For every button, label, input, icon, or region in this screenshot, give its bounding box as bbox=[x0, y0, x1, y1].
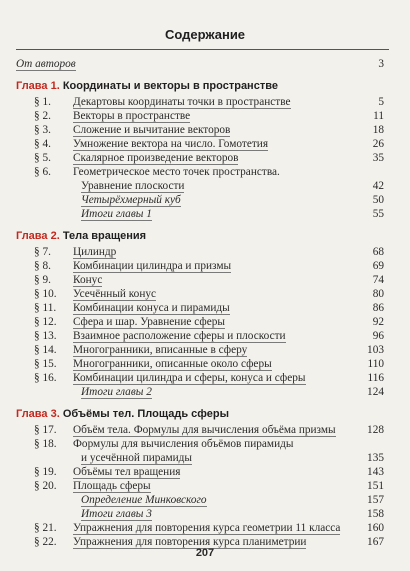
toc-entry-page: 103 bbox=[367, 344, 384, 356]
section-number: § 7. bbox=[34, 246, 51, 258]
toc-entry-label: От авторов bbox=[16, 58, 76, 70]
toc-entry[interactable] bbox=[0, 330, 410, 343]
toc-entry[interactable] bbox=[0, 372, 410, 385]
title-divider bbox=[16, 49, 389, 50]
toc-entry-page: 18 bbox=[372, 124, 384, 136]
toc-entry-label: Комбинации конуса и пирамиды bbox=[73, 302, 230, 314]
toc-entry-intro[interactable] bbox=[0, 58, 410, 71]
toc-entry-page: 135 bbox=[367, 452, 384, 464]
toc-entry-label: Многогранники, вписанные в сферу bbox=[73, 344, 248, 356]
toc-entry[interactable] bbox=[0, 194, 410, 207]
toc-entry-label: Векторы в пространстве bbox=[73, 110, 191, 122]
toc-entry[interactable] bbox=[0, 508, 410, 521]
chapter-heading-1[interactable] bbox=[16, 80, 278, 93]
page-title: Содержание bbox=[164, 27, 246, 42]
toc-entry[interactable] bbox=[0, 208, 410, 221]
toc-entry-page: 3 bbox=[378, 58, 384, 70]
section-number: § 10. bbox=[34, 288, 57, 300]
toc-entry-page: 68 bbox=[372, 246, 384, 258]
section-number: § 2. bbox=[34, 110, 51, 122]
section-number: § 15. bbox=[34, 358, 57, 370]
section-number: § 19. bbox=[34, 466, 57, 478]
toc-entry[interactable] bbox=[0, 522, 410, 535]
toc-entry-label: Конус bbox=[73, 274, 103, 286]
toc-entry-label: Сложение и вычитание векторов bbox=[73, 124, 231, 136]
toc-entry[interactable] bbox=[0, 358, 410, 371]
toc-entry-label: Сфера и шар. Уравнение сферы bbox=[73, 316, 225, 328]
toc-entry-page: 151 bbox=[367, 480, 384, 492]
toc-entry[interactable] bbox=[0, 424, 410, 437]
toc-entry[interactable] bbox=[0, 96, 410, 109]
toc-entry[interactable] bbox=[0, 180, 410, 193]
toc-entry-label: Итоги главы 1 bbox=[81, 208, 152, 220]
toc-entry[interactable] bbox=[0, 288, 410, 301]
toc-entry-label: Объёмы тел вращения bbox=[73, 466, 181, 478]
toc-entry-page: 74 bbox=[372, 274, 384, 286]
toc-entry-page: 92 bbox=[372, 316, 384, 328]
section-number: § 14. bbox=[34, 344, 57, 356]
toc-entry-page: 128 bbox=[367, 424, 384, 436]
toc-entry-label: Упражнения для повторения курса геометрии 11 класса bbox=[73, 522, 341, 534]
toc-entry-label: Итоги главы 3 bbox=[81, 508, 152, 520]
toc-entry[interactable] bbox=[0, 110, 410, 123]
chapter-heading-2[interactable] bbox=[16, 230, 146, 243]
toc-entry-label: Комбинации цилиндра и сферы, конуса и сферы bbox=[73, 372, 306, 384]
section-number: § 1. bbox=[34, 96, 51, 108]
toc-entry-label: Упражнения для повторения курса планиметрии bbox=[73, 536, 307, 548]
section-number: § 8. bbox=[34, 260, 51, 272]
toc-entry-label: Цилиндр bbox=[73, 246, 117, 258]
toc-entry-page: 11 bbox=[373, 110, 384, 122]
toc-entry-page: 157 bbox=[367, 494, 384, 506]
toc-entry-label: Умножение вектора на число. Гомотетия bbox=[73, 138, 269, 150]
chapter-number: Глава 1. bbox=[16, 80, 60, 92]
toc-entry-label: Взаимное расположение сферы и плоскости bbox=[73, 330, 286, 342]
toc-entry-page: 35 bbox=[372, 152, 384, 164]
toc-entry-page: 69 bbox=[372, 260, 384, 272]
toc-entry[interactable] bbox=[0, 302, 410, 315]
chapter-number: Глава 3. bbox=[16, 408, 60, 420]
toc-entry-label: Декартовы координаты точки в пространстве bbox=[73, 96, 291, 108]
toc-entry-page: 158 bbox=[367, 508, 384, 520]
toc-entry-page: 5 bbox=[378, 96, 384, 108]
toc-entry-page: 96 bbox=[372, 330, 384, 342]
toc-entry-label: Комбинации цилиндра и призмы bbox=[73, 260, 232, 272]
toc-entry-page: 86 bbox=[372, 302, 384, 314]
toc-entry[interactable] bbox=[0, 260, 410, 273]
toc-entry-page: 124 bbox=[367, 386, 384, 398]
section-number: § 11. bbox=[34, 302, 57, 314]
toc-entry-label: Площадь сферы bbox=[73, 480, 151, 492]
toc-entry-page: 167 bbox=[367, 536, 384, 548]
toc-entry-page: 116 bbox=[367, 372, 384, 384]
toc-entry[interactable] bbox=[0, 124, 410, 137]
toc-entry[interactable] bbox=[0, 246, 410, 259]
toc-entry-page: 80 bbox=[372, 288, 384, 300]
toc-entry[interactable] bbox=[0, 316, 410, 329]
section-number: § 13. bbox=[34, 330, 57, 342]
toc-entry[interactable] bbox=[0, 166, 410, 179]
section-number: § 3. bbox=[34, 124, 51, 136]
toc-entry-page: 160 bbox=[367, 522, 384, 534]
section-number: § 6. bbox=[34, 166, 51, 178]
toc-entry-page: 110 bbox=[367, 358, 384, 370]
toc-entry[interactable] bbox=[0, 152, 410, 165]
toc-entry[interactable] bbox=[0, 466, 410, 479]
toc-entry-page: 143 bbox=[367, 466, 384, 478]
section-number: § 4. bbox=[34, 138, 51, 150]
chapter-title: Тела вращения bbox=[62, 230, 147, 242]
page-number: 207 bbox=[195, 547, 215, 559]
toc-entry-label: Многогранники, описанные около сферы bbox=[73, 358, 272, 370]
section-number: § 20. bbox=[34, 480, 57, 492]
toc-entry-label: и усечённой пирамиды bbox=[81, 452, 192, 464]
toc-entry-label: Определение Минковского bbox=[81, 494, 207, 506]
chapter-number: Глава 2. bbox=[16, 230, 60, 242]
section-number: § 18. bbox=[34, 438, 57, 450]
toc-entry[interactable] bbox=[0, 480, 410, 493]
toc-entry-label: Итоги главы 2 bbox=[81, 386, 152, 398]
toc-entry-page: 55 bbox=[372, 208, 384, 220]
section-number: § 9. bbox=[34, 274, 51, 286]
toc-entry-page: 50 bbox=[372, 194, 384, 206]
section-number: § 5. bbox=[34, 152, 51, 164]
chapter-title: Объёмы тел. Площадь сферы bbox=[62, 408, 229, 420]
section-number: § 21. bbox=[34, 522, 57, 534]
toc-entry-label: Усечённый конус bbox=[73, 288, 157, 300]
toc-entry-label: Объём тела. Формулы для вычисления объёма призмы bbox=[73, 424, 336, 436]
toc-entry[interactable] bbox=[0, 452, 410, 465]
toc-entry-label: Четырёхмерный куб bbox=[81, 194, 181, 206]
chapter-heading-3[interactable] bbox=[16, 408, 229, 421]
toc-entry[interactable] bbox=[0, 438, 410, 451]
toc-entry[interactable] bbox=[0, 386, 410, 399]
chapter-title: Координаты и векторы в пространстве bbox=[62, 80, 278, 92]
section-number: § 12. bbox=[34, 316, 57, 328]
toc-entry[interactable] bbox=[0, 344, 410, 357]
section-number: § 17. bbox=[34, 424, 57, 436]
section-number: § 22. bbox=[34, 536, 57, 548]
section-number: § 16. bbox=[34, 372, 57, 384]
toc-entry-page: 26 bbox=[372, 138, 384, 150]
toc-entry-page: 42 bbox=[372, 180, 384, 192]
toc-entry-label: Уравнение плоскости bbox=[81, 180, 185, 192]
toc-entry-label: Скалярное произведение векторов bbox=[73, 152, 239, 164]
toc-entry-label: Геометрическое место точек пространства. bbox=[73, 166, 280, 178]
toc-entry[interactable] bbox=[0, 138, 410, 151]
toc-entry[interactable] bbox=[0, 494, 410, 507]
toc-entry[interactable] bbox=[0, 274, 410, 287]
toc-entry-label: Формулы для вычисления объёмов пирамиды bbox=[73, 438, 294, 450]
